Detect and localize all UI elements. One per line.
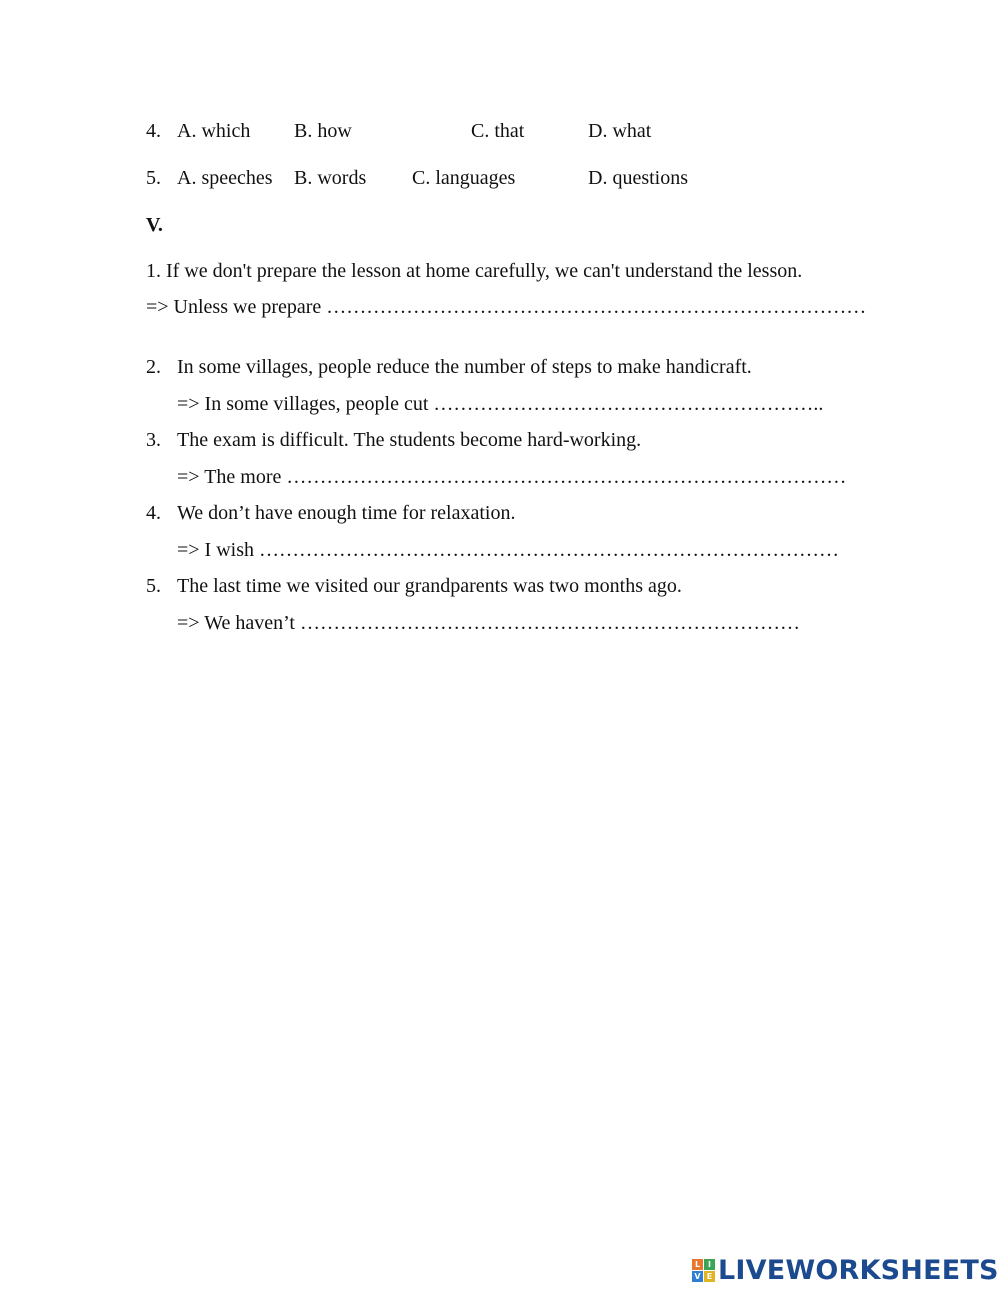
logo-badge-letter: L — [692, 1259, 703, 1270]
mc-option-c[interactable]: C. languages — [412, 167, 516, 189]
rewrite-number-5: 5. — [146, 575, 161, 597]
mc-number: 4. — [146, 120, 161, 142]
rewrite-prompt-2: In some villages, people reduce the number of steps to make handicraft. — [177, 356, 752, 378]
rewrite-answer-4[interactable]: => I wish …………………………………………………………………………… — [177, 539, 840, 561]
rewrite-answer-1[interactable]: => Unless we prepare ……………………………………………………………………… — [146, 296, 867, 318]
rewrite-prompt-1: 1. If we don't prepare the lesson at home carefully, we can't understand the lesson. — [146, 260, 803, 282]
rewrite-number-4: 4. — [146, 502, 161, 524]
mc-option-b[interactable]: B. how — [294, 120, 352, 142]
mc-option-c[interactable]: C. that — [471, 120, 525, 142]
rewrite-prompt-3: The exam is difficult. The students become hard-working. — [177, 429, 642, 451]
section-heading: V. — [146, 214, 163, 236]
mc-option-a[interactable]: A. speeches — [177, 167, 273, 189]
rewrite-answer-3[interactable]: => The more ………………………………………………………………………… — [177, 466, 847, 488]
mc-option-a[interactable]: A. which — [177, 120, 251, 142]
rewrite-number-3: 3. — [146, 429, 161, 451]
mc-option-d[interactable]: D. questions — [588, 167, 688, 189]
mc-option-d[interactable]: D. what — [588, 120, 652, 142]
rewrite-number-2: 2. — [146, 356, 161, 378]
liveworksheets-logo — [692, 1254, 999, 1286]
mc-option-b[interactable]: B. words — [294, 167, 367, 189]
rewrite-answer-2[interactable]: => In some villages, people cut ………………………………………………….. — [177, 393, 824, 415]
logo-badge-icon — [692, 1259, 715, 1282]
mc-number: 5. — [146, 167, 161, 189]
rewrite-answer-5[interactable]: => We haven’t ………………………………………………………………… — [177, 612, 800, 634]
rewrite-prompt-5: The last time we visited our grandparents was two months ago. — [177, 575, 682, 597]
logo-badge-letter: I — [704, 1259, 715, 1270]
rewrite-prompt-4: We don’t have enough time for relaxation. — [177, 502, 516, 524]
logo-text: LIVEWORKSHEETS — [718, 1254, 999, 1286]
logo-badge-letter: E — [704, 1271, 715, 1282]
logo-badge-letter: V — [692, 1271, 703, 1282]
